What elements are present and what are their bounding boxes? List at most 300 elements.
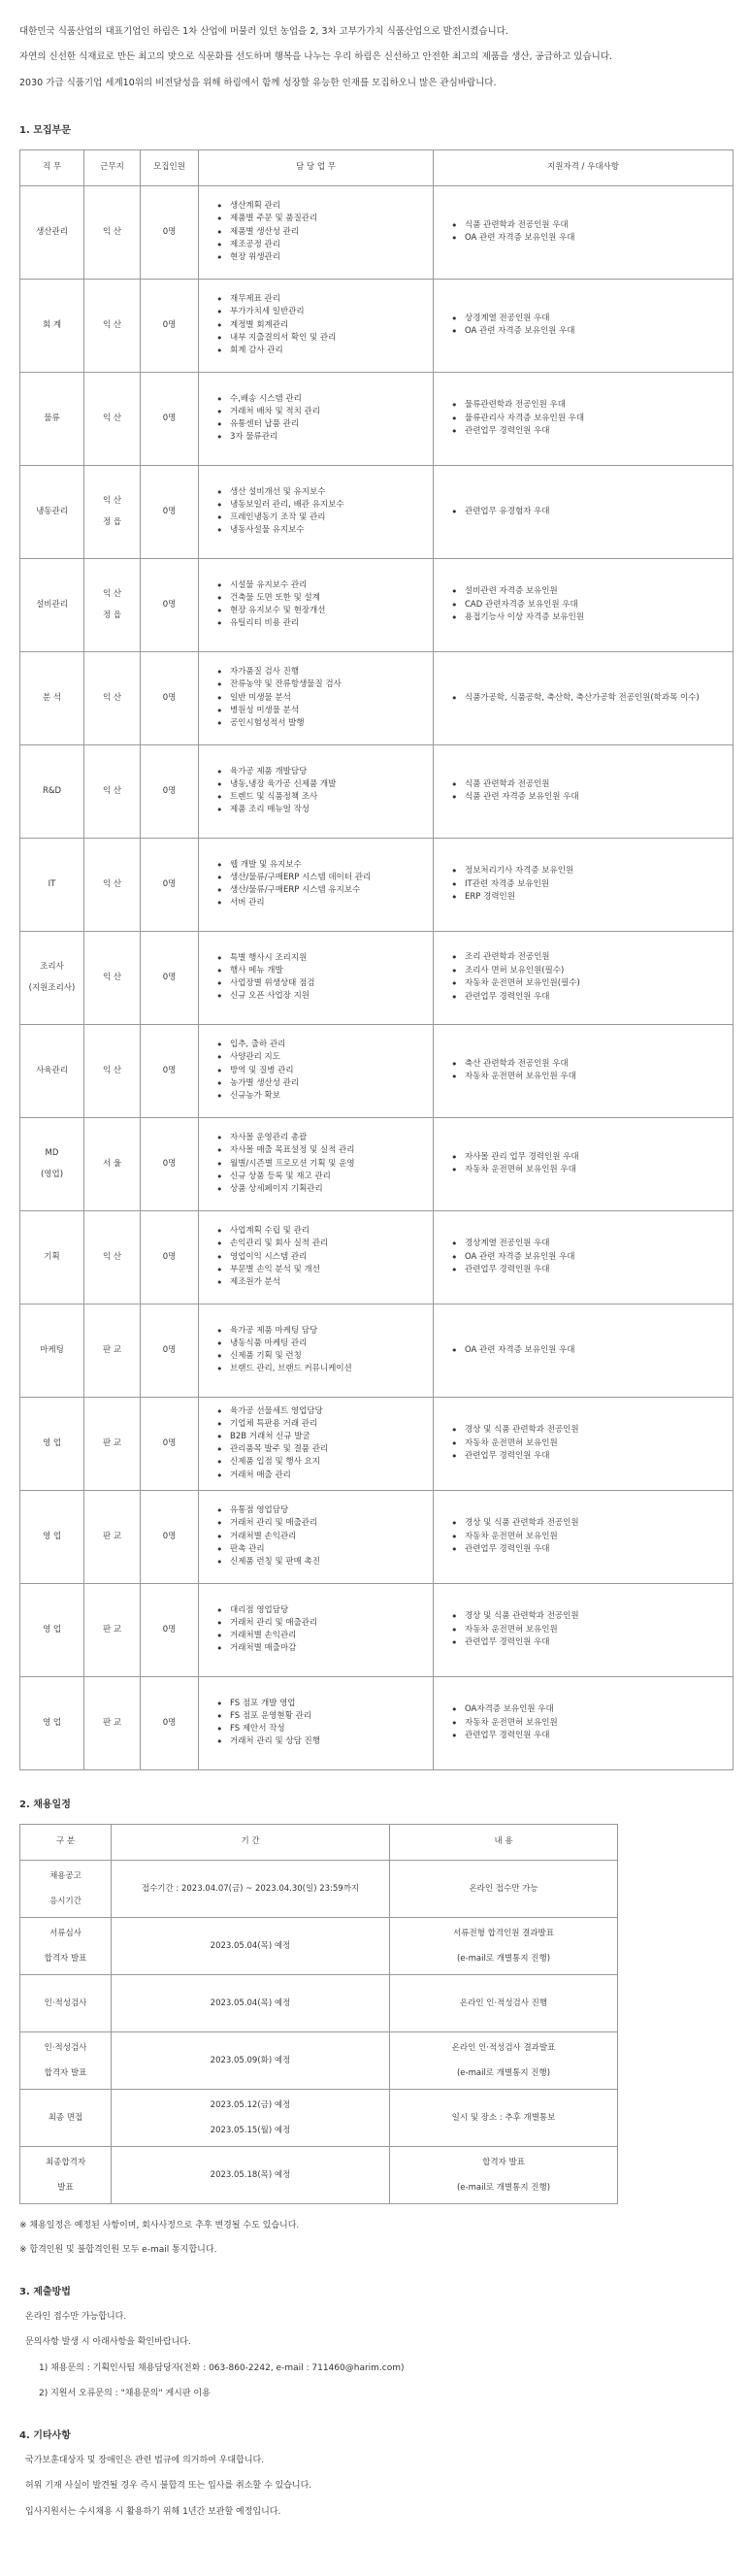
headcount-cell: 0명 (141, 372, 199, 465)
duty-item: • 부문별 손익 분석 및 개선 (214, 1264, 433, 1276)
duty-item: • 판촉 관리 (214, 1543, 433, 1556)
other-line-1: 국가보훈대상자 및 장애인은 관련 법규에 의거하여 우대합니다. (25, 2455, 265, 2465)
schedule-period-cell (112, 1917, 390, 1974)
duty-item: • 현장 유지보수 및 현장개선 (214, 605, 433, 617)
headcount-cell: 0명 (141, 1024, 199, 1117)
duties-cell (199, 1304, 434, 1397)
schedule-label-cell (20, 2089, 112, 2146)
duties-list (214, 293, 433, 357)
qualification-item: • 자동차 운전면허 보유인원 (449, 1717, 733, 1731)
qualification-item: • 자동차 운전면허 보유인원 (449, 1531, 733, 1544)
qualifications-list (449, 1058, 733, 1084)
duties-cell (199, 372, 434, 465)
duty-item: • 계정별 회계관리 (214, 319, 433, 332)
duties-list (214, 1132, 433, 1196)
location-cell (84, 1676, 141, 1769)
table-row (20, 1304, 734, 1397)
duty-item: • 기업체 특판용 거래 관리 (214, 1418, 433, 1431)
qualification-item: • OA 관련 자격증 보유인원 우대 (449, 232, 733, 246)
location: 서 울 (102, 1159, 122, 1170)
qualifications-cell (434, 465, 734, 558)
schedule-label-text: 인·적성검사 (44, 2042, 87, 2053)
schedule-label-text: 서류심사 (49, 1928, 82, 1938)
duty-item: • 제품별 생산성 관리 (214, 226, 433, 239)
duty-item: • 회계 감사 관리 (214, 345, 433, 357)
other-section (19, 2455, 733, 2520)
location-secondary: 정 읍 (102, 517, 122, 528)
table-row (20, 744, 734, 838)
location: 판 교 (102, 1718, 122, 1729)
job-cell (20, 372, 84, 465)
schedule-period-text: 접수기간 : 2023.04.07(금) ~ 2023.04.30(일) 23:59까지 (141, 1883, 360, 1894)
duty-item: • 거래처 관리 및 매출관리 (214, 1617, 433, 1630)
job-title: 생산관리 (36, 227, 68, 238)
qualification-item: • 경상 및 식품 관련학과 전공인원 (449, 1517, 733, 1531)
table-row (20, 1676, 734, 1769)
location: 판 교 (102, 1625, 122, 1635)
schedule-label-text: 응시기간 (49, 1896, 82, 1906)
duties-cell (199, 465, 434, 558)
location: 익 산 (102, 320, 122, 331)
duty-item: • 신제품 입점 및 행사 요지 (214, 1456, 433, 1469)
schedule-label-text: 발표 (57, 2182, 74, 2193)
duty-item: • 육가공 선물세트 영업담당 (214, 1405, 433, 1418)
duty-item: • 유통점 영업담당 (214, 1504, 433, 1517)
qualification-item: • 관련업무 경력인원 우대 (449, 1730, 733, 1743)
qualification-item: • 관련업무 경력인원 우대 (449, 1543, 733, 1557)
headcount-cell: 0명 (141, 1117, 199, 1210)
qualifications-cell (434, 931, 734, 1024)
job-title: R&D (42, 786, 62, 797)
duty-item: • 제조원가 분석 (214, 1276, 433, 1289)
duties-cell (199, 1117, 434, 1210)
duty-item: • 신제품 런칭 및 판매 촉진 (214, 1556, 433, 1569)
duties-list (214, 666, 433, 730)
qualifications-list (449, 778, 733, 805)
recruit-header-row (20, 149, 734, 185)
job-title: 사육관리 (36, 1066, 68, 1076)
job-cell (20, 1397, 84, 1490)
qualification-item: • 축산 관련학과 전공인원 우대 (449, 1058, 733, 1072)
headcount-cell: 0명 (141, 651, 199, 744)
duty-item: • 대리점 영업담당 (214, 1604, 433, 1617)
qualifications-cell (434, 1583, 734, 1676)
headcount-cell: 0명 (141, 1676, 199, 1769)
duty-item: • 거래처별 손익관리 (214, 1531, 433, 1543)
headcount-cell: 0명 (141, 1210, 199, 1304)
qualification-item: • 관련업무 경력인원 우대 (449, 425, 733, 439)
location: 판 교 (102, 1345, 122, 1356)
headcount-cell: 0명 (141, 1304, 199, 1397)
location-cell (84, 1490, 141, 1583)
schedule-note-2: ※ 합격인원 및 불합격인원 모두 e-mail 통지합니다. (19, 2245, 217, 2256)
duty-item: • 일반 미생물 분석 (214, 692, 433, 705)
duty-item: • 프레인냉동기 조작 및 관리 (214, 512, 433, 524)
duty-item: • 사양관리 지도 (214, 1051, 433, 1064)
job-cell (20, 1676, 84, 1769)
qualification-item: • 경상 및 식품 관련학과 전공인원 (449, 1424, 733, 1437)
job-title: 기획 (44, 1252, 60, 1263)
schedule-row (20, 2031, 618, 2089)
headcount-cell: 0명 (141, 279, 199, 372)
job-title: 영 업 (42, 1625, 62, 1635)
schedule-content-cell (390, 2146, 618, 2203)
qualifications-cell (434, 1304, 734, 1397)
qualification-item: • OA 관련 자격증 보유인원 우대 (449, 325, 733, 339)
job-cell (20, 558, 84, 651)
duty-item: • 유틸리티 비용 관리 (214, 617, 433, 630)
duties-list (214, 1325, 433, 1376)
qualification-item: • 조리 관련학과 전공인원 (449, 951, 733, 965)
qualification-item: • 물류관리사 자격증 보유인원 우대 (449, 413, 733, 426)
qualification-item: • OA 관련 자격증 보유인원 우대 (449, 1251, 733, 1265)
intro (19, 25, 733, 90)
qualifications-list (449, 951, 733, 1004)
schedule-content-cell (390, 1917, 618, 1974)
qualifications-list (449, 399, 733, 439)
duties-cell (199, 1583, 434, 1676)
table-row (20, 931, 734, 1024)
location: 익 산 (102, 1252, 122, 1263)
qualifications-cell (434, 1397, 734, 1490)
location-cell (84, 185, 141, 279)
duty-item: • 자사몰 운영관리 총괄 (214, 1132, 433, 1144)
duty-item: • 생산/물류/구매ERP 시스템 데이터 관리 (214, 872, 433, 884)
headcount-cell: 0명 (141, 1397, 199, 1490)
qualification-item: • 자사몰 관리 업무 경력인원 우대 (449, 1151, 733, 1165)
job-cell (20, 838, 84, 931)
schedule-label-cell (20, 2146, 112, 2203)
location: 익 산 (102, 1066, 122, 1076)
job-cell (20, 279, 84, 372)
section-title-schedule: 2. 채용일정 (19, 1799, 71, 1810)
job-title: 영 업 (42, 1438, 62, 1449)
duty-item: • 제품 조리 매뉴얼 작성 (214, 804, 433, 816)
schedule-content-cell (390, 1860, 618, 1917)
job-title: 물류 (44, 413, 60, 424)
qualification-item: • 경상계열 전공인원 우대 (449, 1238, 733, 1251)
submission-contact: 1) 채용문의 : 기획인사팀 채용담당자(전화 : 063-860-2242, e-mail : 711460@harim.com) (39, 2362, 405, 2373)
duty-item: • 냉동보일러 관리, 배관 유지보수 (214, 499, 433, 512)
qualifications-cell (434, 651, 734, 744)
location-cell (84, 1304, 141, 1397)
submission-section (19, 2311, 733, 2401)
duties-list (214, 1604, 433, 1656)
schedule-content-text: 서류전형 합격인원 결과발표 (453, 1928, 554, 1938)
qualifications-list (449, 1424, 733, 1464)
schedule-label-cell (20, 1917, 112, 1974)
duty-item: • 손익관리 및 회사 실적 관리 (214, 1238, 433, 1250)
job-title: 조리사 (40, 962, 64, 973)
duty-item: • 입추, 출하 관리 (214, 1039, 433, 1051)
location: 익 산 (102, 973, 122, 983)
duties-list (214, 859, 433, 910)
job-cell (20, 1210, 84, 1304)
job-title: 영 업 (42, 1532, 62, 1542)
table-row (20, 185, 734, 279)
duty-item: • 제조공정 관리 (214, 239, 433, 251)
qualifications-cell (434, 279, 734, 372)
job-cell (20, 465, 84, 558)
schedule-header-category: 구 분 (20, 1824, 112, 1860)
schedule-content-text: 일시 및 장소 : 추후 개별통보 (451, 2112, 556, 2123)
schedule-content-text: (e-mail로 개별통지 진행) (456, 2067, 551, 2078)
qualification-item: • 식품 관련학과 전공인원 우대 (449, 219, 733, 233)
qualification-item: • 식품가공학, 식품공학, 축산학, 축산가공학 전공인원(학과목 이수) (449, 692, 733, 706)
duties-cell (199, 558, 434, 651)
table-row (20, 465, 734, 558)
qualification-item: • IT관련 자격증 보유인원 (449, 878, 733, 892)
job-cell (20, 1024, 84, 1117)
qualification-item: • 설비관련 자격증 보유인원 (449, 585, 733, 599)
duties-cell (199, 1024, 434, 1117)
qualification-item: • CAD 관련자격증 보유인원 우대 (449, 599, 733, 612)
duty-item: • 신제품 기획 및 런칭 (214, 1350, 433, 1363)
location: 익 산 (102, 589, 122, 600)
schedule-period-text: 2023.05.18(목) 예정 (210, 2169, 291, 2180)
location-cell (84, 651, 141, 744)
duties-list (214, 766, 433, 817)
qualifications-list (449, 1344, 733, 1358)
duty-item: • 건축물 도면 또한 및 설계 (214, 592, 433, 605)
qualifications-cell (434, 838, 734, 931)
duties-list (214, 200, 433, 264)
schedule-period-cell (112, 1974, 390, 2031)
schedule-row (20, 1974, 618, 2031)
job-title: 영 업 (42, 1718, 62, 1729)
job-title: 분 석 (42, 693, 62, 704)
job-cell (20, 1490, 84, 1583)
qualification-item: • 물류관련학과 전공인원 우대 (449, 399, 733, 413)
qualifications-list (449, 1238, 733, 1277)
schedule-header-content: 내 용 (390, 1824, 618, 1860)
schedule-label-cell (20, 2031, 112, 2089)
job-title: 냉동관리 (36, 507, 68, 517)
duties-cell (199, 1210, 434, 1304)
duties-cell (199, 1490, 434, 1583)
duty-item: • 3자 물류관리 (214, 431, 433, 444)
submission-line-2: 문의사항 발생 시 아래사항을 확인바랍니다. (25, 2337, 191, 2348)
duty-item: • 농가별 생산성 관리 (214, 1077, 433, 1090)
location-cell (84, 372, 141, 465)
schedule-content-cell (390, 1974, 618, 2031)
job-cell (20, 185, 84, 279)
section-title-submission: 3. 제출방법 (19, 2286, 71, 2297)
location: 익 산 (102, 413, 122, 424)
schedule-row (20, 1917, 618, 1974)
job-cell (20, 1304, 84, 1397)
duty-item: • 냉동사설물 유지보수 (214, 524, 433, 537)
qualifications-cell (434, 372, 734, 465)
duties-list (214, 486, 433, 538)
duties-list (214, 1039, 433, 1103)
table-row (20, 279, 734, 372)
schedule-header-row (20, 1824, 618, 1860)
qualification-item: • 경상 및 식품 관련학과 전공인원 (449, 1610, 733, 1624)
headcount-cell: 0명 (141, 744, 199, 838)
qualifications-list (449, 1151, 733, 1177)
job-cell (20, 1117, 84, 1210)
duty-item: • 제품별 주문 및 품질관리 (214, 213, 433, 225)
location: 익 산 (102, 693, 122, 704)
job-title: 설비관리 (36, 600, 68, 611)
schedule-header-period: 기 간 (112, 1824, 390, 1860)
duty-item: • 자가품질 검사 진행 (214, 666, 433, 678)
schedule-label-text: 채용공고 (49, 1870, 82, 1881)
schedule-period-cell (112, 1860, 390, 1917)
duty-item: • 자사몰 매출 목표설정 및 실적 관리 (214, 1144, 433, 1157)
duty-item: • 공인시험성적서 발행 (214, 717, 433, 730)
job-subtitle: (영업) (40, 1170, 64, 1180)
table-row (20, 838, 734, 931)
duty-item: • 냉동,냉장 육가공 신제품 개발 (214, 778, 433, 791)
qualification-item: • ERP 경력인원 (449, 891, 733, 905)
schedule-content-text: 온라인 인·적성검사 결과발표 (451, 2042, 556, 2053)
qualifications-list (449, 219, 733, 246)
duties-list (214, 952, 433, 1004)
location-cell (84, 1210, 141, 1304)
qualification-item: • 자동차 운전면허 보유인원(필수) (449, 977, 733, 991)
duty-item: • 사업계획 수립 및 관리 (214, 1225, 433, 1238)
duty-item: • 거래처 매출 관리 (214, 1470, 433, 1482)
qualification-item: • 식품 관련 자격증 보유인원 우대 (449, 791, 733, 805)
table-row (20, 1583, 734, 1676)
qualifications-cell (434, 185, 734, 279)
location-cell (84, 279, 141, 372)
schedule-period-text: 2023.05.15(월) 예정 (210, 2125, 291, 2135)
qualifications-list (449, 506, 733, 519)
table-row (20, 1024, 734, 1117)
qualifications-list (449, 1703, 733, 1743)
qualifications-list (449, 692, 733, 706)
duty-item: • 잔류농약 및 잔류항생물질 검사 (214, 678, 433, 691)
duty-item: • 생산 설비개선 및 유지보수 (214, 486, 433, 499)
duty-item: • 생산계획 관리 (214, 200, 433, 213)
duty-item: • 거래처 배차 및 적치 관리 (214, 406, 433, 418)
location: 판 교 (102, 1438, 122, 1449)
duty-item: • 신규 오픈 사업장 지원 (214, 990, 433, 1003)
qualification-item: • OA자격증 보유인원 우대 (449, 1703, 733, 1717)
location-cell (84, 1397, 141, 1490)
qualification-item: • 상경계열 전공인원 우대 (449, 313, 733, 326)
schedule-content-text: 온라인 접수만 가능 (469, 1883, 538, 1894)
headcount-cell: 0명 (141, 1583, 199, 1676)
table-row (20, 651, 734, 744)
duty-item: • 특별 행사시 조리지원 (214, 952, 433, 965)
schedule-content-text: 온라인 인·적성검사 진행 (459, 1998, 548, 2008)
schedule-period-text: 2023.05.04(목) 예정 (210, 1940, 291, 1951)
job-cell (20, 744, 84, 838)
duties-list (214, 1225, 433, 1289)
duty-item: • 육가공 제품 마케팅 담당 (214, 1325, 433, 1338)
qualifications-cell (434, 1210, 734, 1304)
qualification-item: • 관련업무 경력인원 우대 (449, 991, 733, 1005)
schedule-content-cell (390, 2089, 618, 2146)
qualification-item: • 식품 관련학과 전공인원 (449, 778, 733, 792)
schedule-table (19, 1824, 618, 2204)
qualification-item: • 관련업무 경력인원 우대 (449, 1264, 733, 1277)
schedule-period-cell (112, 2031, 390, 2089)
duty-item: • 재무제표 관리 (214, 293, 433, 306)
qualifications-list (449, 1610, 733, 1650)
schedule-content-text: (e-mail로 개별통지 진행) (456, 2182, 551, 2193)
location-cell (84, 838, 141, 931)
duty-item: • 서버 관리 (214, 897, 433, 909)
headcount-cell: 0명 (141, 931, 199, 1024)
duty-item: • 부가가치세 일반관리 (214, 306, 433, 318)
duty-item: • 병원성 미생물 분석 (214, 705, 433, 717)
duty-item: • FS 점포 운영현황 관리 (214, 1710, 433, 1723)
duty-item: • 현장 위생관리 (214, 251, 433, 264)
section-title-other: 4. 기타사항 (19, 2429, 71, 2441)
qualification-item: • 관련업무 경력인원 우대 (449, 1450, 733, 1464)
duties-cell (199, 838, 434, 931)
location-cell (84, 558, 141, 651)
duties-list (214, 393, 433, 445)
qualifications-cell (434, 558, 734, 651)
schedule-label-text: 합격자 발표 (44, 2067, 87, 2078)
submission-error-inquiry: 2) 지원서 오류문의 : "채용문의" 게시판 이용 (39, 2389, 211, 2399)
duty-item: • 거래처별 손익관리 (214, 1630, 433, 1642)
section-title-recruit: 1. 모집부문 (19, 124, 71, 136)
job-title: MD (45, 1148, 59, 1159)
job-title: IT (48, 879, 56, 890)
duty-item: • 신규농가 확보 (214, 1090, 433, 1103)
qualifications-cell (434, 1490, 734, 1583)
duty-item: • 거래처별 매출마감 (214, 1642, 433, 1655)
job-subtitle: (지원조리사) (28, 983, 76, 994)
duties-cell (199, 651, 434, 744)
duty-item: • 유통센터 납품 관리 (214, 418, 433, 431)
qualification-item: • 용접기능사 이상 자격증 보유인원 (449, 611, 733, 625)
qualification-item: • 자동차 운전면허 보유인원 (449, 1437, 733, 1451)
location: 익 산 (102, 879, 122, 890)
duty-item: • 행사 메뉴 개발 (214, 965, 433, 977)
other-line-2: 허위 기재 사실이 발견될 경우 즉시 불합격 또는 입사를 취소할 수 있습니다. (25, 2481, 312, 2492)
duty-item: • FS 점포 개발 영업 (214, 1698, 433, 1710)
schedule-row (20, 2146, 618, 2203)
duty-item: • 브랜드 관리, 브랜드 커뮤니케이션 (214, 1363, 433, 1375)
table-row (20, 1210, 734, 1304)
header-duties: 담 당 업 무 (199, 149, 434, 185)
job-cell (20, 931, 84, 1024)
headcount-cell: 0명 (141, 838, 199, 931)
qualification-item: • 관련업무 경력인원 우대 (449, 1636, 733, 1650)
qualification-item: • 자동차 운전면허 보유인원 우대 (449, 1071, 733, 1084)
duty-item: • 웹 개발 및 유지보수 (214, 859, 433, 872)
headcount-cell: 0명 (141, 558, 199, 651)
qualifications-list (449, 865, 733, 905)
duty-item: • 냉동식품 마케팅 관리 (214, 1338, 433, 1350)
schedule-note-1: ※ 채용일정은 예정된 사항이며, 회사사정으로 추후 변경될 수도 있습니다. (19, 2220, 300, 2230)
duty-item: • 시설물 유지보수 관리 (214, 579, 433, 592)
qualification-item: • 관련업무 유경험자 우대 (449, 506, 733, 519)
duties-cell (199, 279, 434, 372)
duties-cell (199, 744, 434, 838)
duty-item: • 영업이익 시스템 관리 (214, 1251, 433, 1264)
schedule-label-cell (20, 1974, 112, 2031)
duties-list (214, 579, 433, 631)
location-secondary: 정 읍 (102, 611, 122, 621)
duty-item: • 거래처 관리 및 상담 진행 (214, 1735, 433, 1748)
qualifications-list (449, 585, 733, 625)
duty-item: • 내부 지출결의서 확인 및 관리 (214, 332, 433, 345)
headcount-cell: 0명 (141, 185, 199, 279)
table-row (20, 372, 734, 465)
qualifications-cell (434, 1024, 734, 1117)
duty-item: • 상품 상세페이지 기획관리 (214, 1183, 433, 1196)
intro-line-2: 자연의 신선한 식재료로 만든 최고의 맛으로 식문화를 선도하며 행복을 나누는 우리 하림은 신선하고 안전한 최고의 제품을 생산, 공급하고 있습니다. (19, 51, 613, 63)
